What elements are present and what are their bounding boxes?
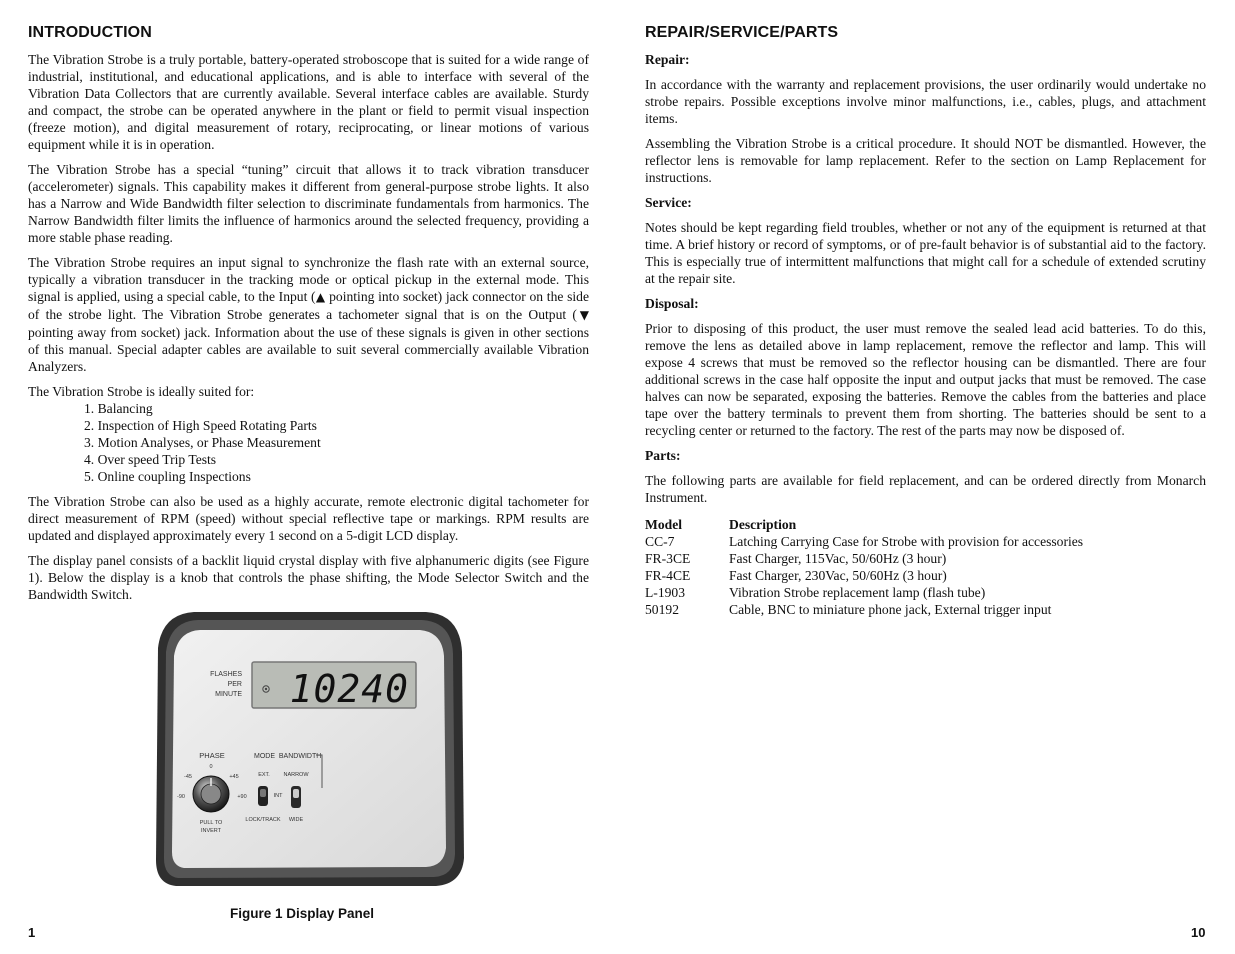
service-paragraph: Notes should be kept regarding field troubles, whether or not any of the equipment is returned at that time. A brief history or record of symptoms, or of pre-fault behavior is of substantial aid to the factory. This is especially true of intermittent malfunctions that might call for a schedule of extended scrutiny at the repair site. (645, 220, 1206, 286)
list-item: 3. Motion Analyses, or Phase Measurement (84, 435, 321, 450)
right-page (645, 24, 1206, 618)
phase-plus90-label: +90 (237, 794, 247, 800)
part-model: CC-7 (645, 534, 675, 549)
parts-paragraph: The following parts are available for field replacement, and can be ordered directly from Monarch Instrument. (645, 473, 1206, 505)
repair-subheading: Repair: (645, 52, 690, 67)
page-number-right: 10 (1191, 925, 1206, 940)
intro-paragraph-6: The display panel consists of a backlit liquid crystal display with five alphanumeric digits (see Figure 1). Below the display is a knob that controls the phase shifting, the Mode Selector Switch and the Bandwidth Switch. (28, 553, 589, 602)
figure-caption: Figure 1 Display Panel (230, 906, 375, 921)
invert-label: INVERT (200, 828, 222, 834)
per-label: PER (227, 681, 242, 688)
intro-paragraph-3 (28, 254, 589, 375)
phase-minus90-label: -90 (177, 794, 185, 800)
part-description: Fast Charger, 115Vac, 50/60Hz (3 hour) (729, 551, 947, 566)
phase-label: PHASE (199, 751, 225, 760)
up-triangle-icon: ▲ (315, 290, 326, 304)
parts-subheading: Parts: (645, 448, 681, 463)
table-header-row (645, 516, 1083, 533)
intro-paragraph-5: The Vibration Strobe can also be used as a highly accurate, remote electronic digital tachometer for direct measurement of RPM (speed) without special reflective tape or markings. RPM results are updated and displayed approximately every 1 second on a 5-digit LCD display. (28, 494, 589, 543)
int-label: INT (273, 793, 283, 799)
repair-paragraph-1: In accordance with the warranty and replacement provisions, the user ordinarily would undertake no strobe repairs. Possible exceptions involve minor malfunctions, i.e., cables, plugs, and attachment items. (645, 77, 1206, 126)
ext-label: EXT. (258, 772, 270, 778)
list-item: 4. Over speed Trip Tests (84, 452, 217, 467)
minute-label: MINUTE (215, 691, 242, 698)
phase-plus45-label: +45 (229, 774, 239, 780)
part-description: Cable, BNC to miniature phone jack, External trigger input (729, 602, 1052, 617)
part-description: Vibration Strobe replacement lamp (flash tube) (729, 585, 986, 600)
wide-label: WIDE (288, 817, 304, 823)
introduction-heading: INTRODUCTION (28, 24, 152, 41)
repair-paragraph-2: Assembling the Vibration Strobe is a critical procedure. It should NOT be dismantled. However, the reflector lens is removable for lamp replacement. Refer to the section on Lamp Replacement for instructions. (645, 136, 1206, 185)
phase-zero-label: 0 (209, 764, 213, 770)
p3-part-a: The Vibration Strobe requires an input signal to synchronize the flash rate with an external source, typically a vibration transducer in the tracking mode or optical pickup in the external mode. This signal is applied, using a special cable, to the Input ( (28, 255, 589, 304)
table-row (645, 584, 1083, 601)
table-row (645, 533, 1083, 550)
lcd-readout: 10240 (289, 667, 409, 711)
part-description: Latching Carrying Case for Strobe with provision for accessories (729, 534, 1084, 549)
lock-track-label: LOCK/TRACK (245, 817, 281, 823)
disposal-subheading: Disposal: (645, 296, 699, 311)
down-triangle-icon: ▼ (576, 308, 589, 322)
part-model: L-1903 (645, 585, 686, 600)
uses-intro: The Vibration Strobe is ideally suited for: (28, 384, 255, 399)
phase-minus45-label: -45 (184, 774, 192, 780)
part-description: Fast Charger, 230Vac, 50/60Hz (3 hour) (729, 568, 947, 583)
mode-bandwidth-label: MODE BANDWIDTH (254, 753, 322, 760)
table-row (645, 601, 1083, 618)
table-row (645, 567, 1083, 584)
display-panel-image (154, 608, 466, 888)
parts-table (645, 516, 1083, 618)
disposal-paragraph: Prior to disposing of this product, the user must remove the sealed lead acid batteries. To do this, remove the lens as detailed above in lamp replacement, remove the reflector and lamp. This will expose 4 screws that must be removed so the reflector housing can be dismantled. There are four additional screws in the case half opposite the input and output jacks that must be removed. The case halves can now be separated, exposing the batteries. Remove the cables from the batteries and place tape over the battery terminals to prevent them from shorting. The batteries should be sent to a recycling center or returned to the factory. The rest of the parts may now be disposed of. (645, 321, 1206, 438)
list-item: 2. Inspection of High Speed Rotating Parts (84, 418, 317, 433)
service-subheading: Service: (645, 195, 692, 210)
narrow-label: NARROW (283, 772, 309, 778)
part-model: FR-4CE (645, 568, 691, 583)
display-panel-figure (154, 608, 466, 888)
list-item: 5. Online coupling Inspections (84, 469, 251, 484)
intro-paragraph-2: The Vibration Strobe has a special “tuning” circuit that allows it to track vibration transducer (accelerometer) signals. This capability makes it different from general-purpose strobe lights. It also has a Narrow and Wide Bandwidth filter selection to discriminate fundamentals from harmonics. The Narrow Bandwidth filter limits the influence of harmonics around the selected frequency, providing a more stable phase reading. (28, 162, 589, 245)
list-item: 1. Balancing (84, 401, 153, 416)
intro-paragraph-1: The Vibration Strobe is a truly portable, battery-operated stroboscope that is suited for a wide range of industrial, institutional, and educational applications, and is able to interface with several of the Vibration Data Collectors that are currently available. Several interface cables are available. Sturdy and compact, the strobe can be operated anywhere in the plant or field to permit visual inspection (freeze motion), and digital measurement of rotary, reciprocating, or linear motions of various equipment while it is in operation. (28, 52, 589, 152)
flashes-label: FLASHES (210, 671, 242, 678)
pull-to-label: PULL TO (199, 820, 223, 826)
uses-list (28, 400, 589, 485)
description-column-header: Description (729, 517, 797, 532)
p3-part-b: pointing into socket) jack connector on the side of the strobe light. The Vibration Strobe generates a tachometer signal that is on the Output ( (28, 289, 589, 322)
model-column-header: Model (645, 517, 682, 532)
page-number-left: 1 (28, 925, 36, 940)
p3-part-c: pointing away from socket) jack. Information about the use of these signals is given in other sections of this manual. Special adapter cables are available to suit several commercially available Vibration Analyzers. (28, 325, 589, 374)
repair-service-parts-heading: REPAIR/SERVICE/PARTS (645, 24, 839, 41)
part-model: 50192 (645, 602, 679, 617)
left-page (28, 24, 589, 611)
part-model: FR-3CE (645, 551, 691, 566)
table-row (645, 550, 1083, 567)
